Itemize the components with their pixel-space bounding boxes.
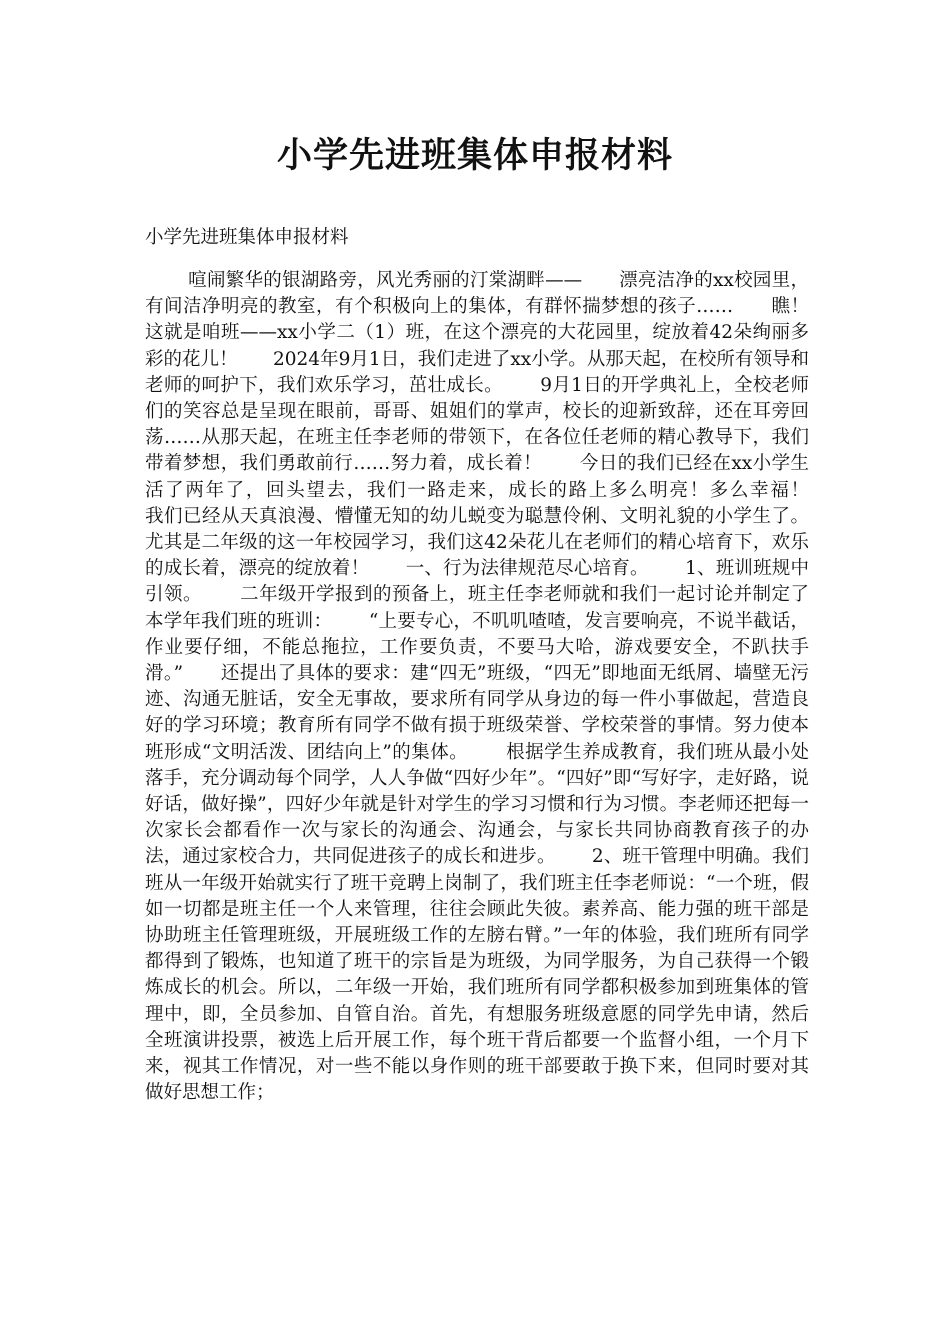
document-subtitle: 小学先进班集体申报材料 bbox=[145, 227, 349, 248]
document-body: 喧闹繁华的银湖路旁，风光秀丽的汀棠湖畔—— 漂亮洁净的xx校园里，有间洁净明亮的教室，有个积极向上的集体，有群怀揣梦想的孩子…… 瞧！这就是咱班——xx小学二（1）班，在这个漂亮的大花园里，绽放着42朵绚丽多彩的花儿！ 2024年9月1日，我们走进了xx小学。从那天起，在校所有领导和老师的呵护下，我们欢乐学习，茁壮成长。 9月1日的开学典礼上，全校老师们的笑容总是呈现在眼前，哥哥、姐姐们的掌声，校长的迎新致辞，还在耳旁回荡……从那天起，在班主任李老师的带领下，在各位任老师的精心教导下，我们带着梦想，我们勇敢前行……努力着，成长着！ 今日的我们已经在xx小学生活了两年了，回头望去，我们一路走来，成长的路上多么明亮！多么幸福！ 我们已经从天真浪漫、懵懂无知的幼儿蜕变为聪慧伶俐、文明礼貌的小学生了。尤其是二年级的这一年校园学习，我们这42朵花儿在老师们的精心培育下，欢乐的成长着，漂亮的绽放着！ 一、行为法律规范尽心培育。 1、班训班规中引领。 二年级开学报到的预备上，班主任李老师就和我们一起讨论并制定了本学年我们班的班训： “上要专心，不叽叽喳喳，发言要响亮，不说半截话，作业要仔细，不能总拖拉，工作要负责，不要马大哈，游戏要安全，不趴扶手滑。” 还提出了具体的要求：建“四无”班级，“四无”即地面无纸屑、墙壁无污迹、沟通无脏话，安全无事故，要求所有同学从身边的每一件小事做起，营造良好的学习环境；教育所有同学不做有损于班级荣誉、学校荣誉的事情。努力使本班形成“文明活泼、团结向上”的集体。 根据学生养成教育，我们班从最小处落手，充分调动每个同学，人人争做“四好少年”。“四好”即“写好字，走好路，说好话，做好操”，四好少年就是针对学生的学习习惯和行为习惯。李老师还把每一次家长会都看作一次与家长的沟通会、沟通会，与家长共同协商教育孩子的办法，通过家校合力，共同促进孩子的成长和进步。 2、班干管理中明确。我们班从一年级开始就实行了班干竞聘上岗制了，我们班主任李老师说：“一个班，假如一切都是班主任一个人来管理，往往会顾此失彼。素养高、能力强的班干部是协助班主任管理班级，开展班级工作的左膀右臂。”一年的体验，我们班所有同学都得到了锻炼，也知道了班干的宗旨是为班级，为同学服务，为自己获得一个锻炼成长的机会。所以，二年级一开始，我们班所有同学都积极参加到班集体的管理中，即，全员参加、自管自治。首先，有想服务班级意愿的同学先申请，然后全班演讲投票，被选上后开展工作，每个班干背后都要一个监督小组，一个月下来，视其工作情况，对一些不能以身作则的班干部要敢于换下来，但同时要对其做好思想工作； bbox=[145, 270, 845, 1104]
document-title: 小学先进班集体申报材料 bbox=[276, 136, 673, 176]
